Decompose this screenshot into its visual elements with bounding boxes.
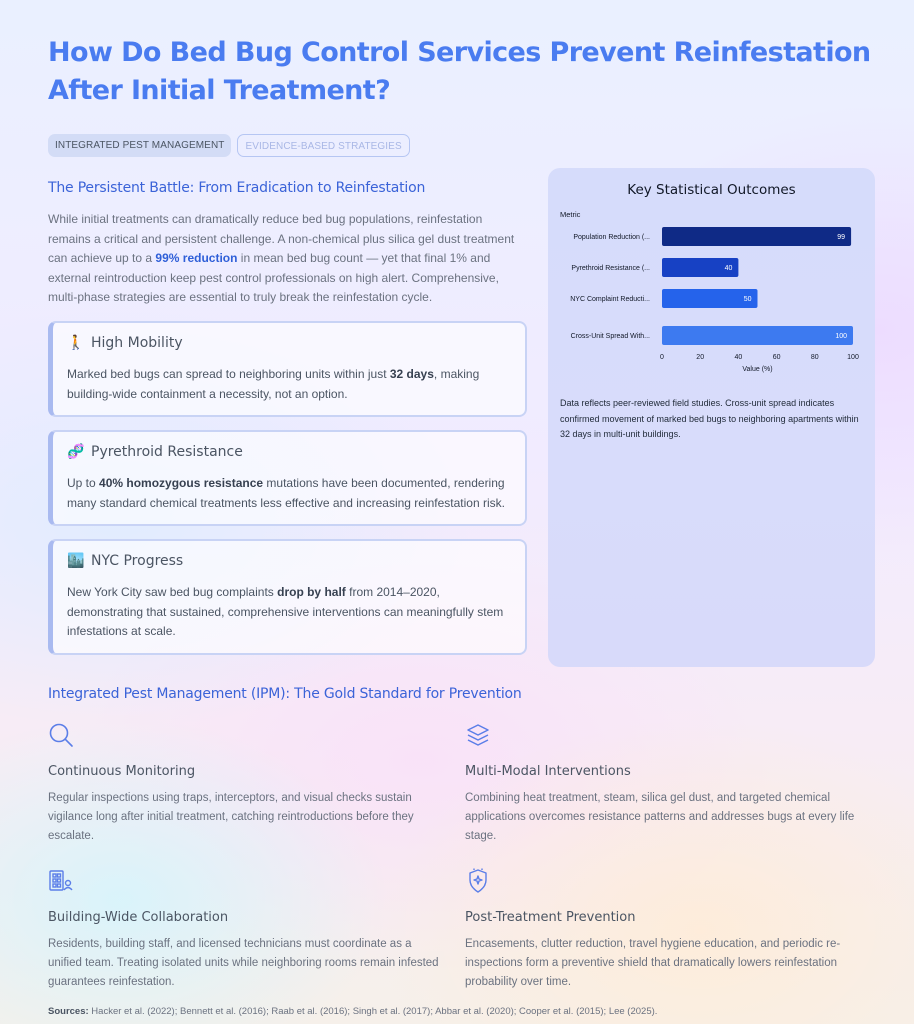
card-nyc-progress	[48, 539, 527, 655]
feature-title: Multi-Modal Interventions	[465, 764, 631, 779]
tag-evidence-based-strategies[interactable]: EVIDENCE-BASED STRATEGIES	[237, 134, 409, 157]
data-label: 99	[837, 234, 846, 241]
category-label: Pyrethroid Resistance (...	[571, 265, 650, 272]
dna-icon: 🧬	[67, 444, 85, 460]
x-tick-label: 0	[660, 354, 664, 361]
magnifier-icon	[48, 722, 74, 748]
card-text	[67, 474, 511, 513]
feature-text: Residents, building staff, and licensed technicians must coordinate as a unified team. Treating isolated units while neighboring rooms remain infested guarantees reinfestation.	[48, 938, 439, 988]
x-tick-label: 80	[810, 354, 819, 361]
card-pyrethroid-resistance	[48, 430, 527, 526]
x-tick-label: 20	[696, 354, 705, 361]
bar-chart	[548, 202, 875, 412]
feature-post-treatment-prevention	[465, 868, 865, 991]
tag-integrated-pest-management[interactable]: INTEGRATED PEST MANAGEMENT	[48, 134, 231, 157]
data-label: 40	[724, 265, 733, 272]
walking-person-icon: 🚶	[67, 335, 85, 351]
card-title-row	[67, 335, 511, 351]
card-text-start: Marked bed bugs can spread to neighboring units within just	[67, 367, 390, 381]
page	[48, 34, 875, 1017]
feature-text: Encasements, clutter reduction, travel hygiene education, and periodic re-inspections form a preventive shield that dramatically lowers reinfestation probability over time.	[465, 938, 841, 988]
card-text	[67, 365, 511, 404]
cityscape-icon: 🏙️	[67, 553, 85, 569]
feature-title: Post-Treatment Prevention	[465, 910, 636, 925]
shield-sparkle-icon	[465, 868, 491, 894]
card-text	[67, 583, 511, 642]
bar	[662, 326, 853, 345]
intro-highlight: 99% reduction	[155, 251, 238, 265]
bar	[662, 227, 851, 246]
card-text-end: from 2014–2020, demonstrating that sustained, comprehensive interventions can meaningfully stem infestations at scale.	[67, 585, 504, 638]
feature-text: Combining heat treatment, steam, silica gel dust, and targeted chemical applications overcomes resistance patterns and addresses bugs at every life stage.	[465, 792, 855, 842]
x-axis-label: Value (%)	[742, 366, 773, 373]
sources-text: Hacker et al. (2022); Bennett et al. (2016); Raab et al. (2016); Singh et al. (2017); Abbar et al. (2020); Cooper et al. (2015); Lee (2025).	[88, 1006, 658, 1017]
card-high-mobility	[48, 321, 527, 417]
x-tick-label: 100	[847, 354, 859, 361]
data-label: 50	[743, 296, 752, 303]
layers-icon	[465, 722, 491, 748]
data-label: 100	[835, 333, 847, 340]
card-title-row	[67, 553, 511, 569]
card-title-row	[67, 444, 511, 460]
intro-text-start: While initial treatments can dramatically reduce bed bug populations, reinfestation remains a critical and persistent challenge. A non-chemical plus silica gel dust treatment can achieve up to a	[48, 212, 515, 265]
sources-line	[48, 1006, 657, 1017]
x-tick-label: 40	[734, 354, 743, 361]
building-people-icon	[48, 868, 74, 894]
stats-note: Data reflects peer-reviewed field studies. Cross-unit spread indicates confirmed movement of marked bed bugs to neighboring apartments within 32 days in multi-unit buildings.	[560, 398, 859, 439]
card-text-start: Up to	[67, 476, 100, 490]
feature-title: Continuous Monitoring	[48, 764, 196, 779]
card-text-end: mutations have been documented, rendering many standard chemical treatments less effective and increasing reinfestation risk.	[67, 476, 505, 510]
card-title: NYC Progress	[91, 553, 184, 569]
ipm-heading: Integrated Pest Management (IPM): The Gold Standard for Prevention	[48, 686, 522, 702]
card-text-bold: 32 days	[389, 367, 434, 381]
card-text-bold: 40% homozygous resistance	[99, 476, 264, 490]
category-label: Population Reduction (...	[573, 234, 650, 241]
card-title: Pyrethroid Resistance	[91, 444, 243, 460]
card-text-end: , making building-wide containment a necessity, not an option.	[67, 367, 480, 401]
sources-label: Sources:	[48, 1006, 89, 1017]
stats-panel	[548, 168, 875, 667]
battle-intro	[48, 210, 527, 308]
battle-section	[48, 180, 527, 638]
feature-continuous-monitoring	[48, 722, 448, 845]
category-label: NYC Complaint Reducti...	[570, 296, 650, 303]
battle-heading: The Persistent Battle: From Eradication to Reinfestation	[48, 180, 426, 196]
x-tick-label: 60	[772, 354, 781, 361]
feature-title: Building-Wide Collaboration	[48, 910, 229, 925]
y-axis-label: Metric	[560, 210, 581, 219]
category-label: Cross-Unit Spread With...	[570, 333, 650, 340]
stats-panel-title: Key Statistical Outcomes	[627, 182, 796, 198]
card-text-start: New York City saw bed bug complaints	[67, 585, 278, 599]
card-text-bold: drop by half	[277, 585, 346, 599]
page-title: How Do Bed Bug Control Services Prevent Reinfestation After Initial Treatment?	[48, 37, 871, 106]
intro-text-end: in mean bed bug count — yet that final 1% and external reintroduction keep pest control professionals on high alert. Comprehensive, multi-phase strategies are essential to truly break the reinfestation cycle.	[48, 251, 499, 304]
feature-building-wide-collaboration	[48, 868, 448, 991]
card-title: High Mobility	[91, 335, 183, 351]
feature-multi-modal-interventions	[465, 722, 865, 845]
tag-list	[48, 134, 875, 157]
feature-text: Regular inspections using traps, interceptors, and visual checks sustain vigilance long after initial treatment, catching reintroductions before they escalate.	[48, 792, 414, 842]
